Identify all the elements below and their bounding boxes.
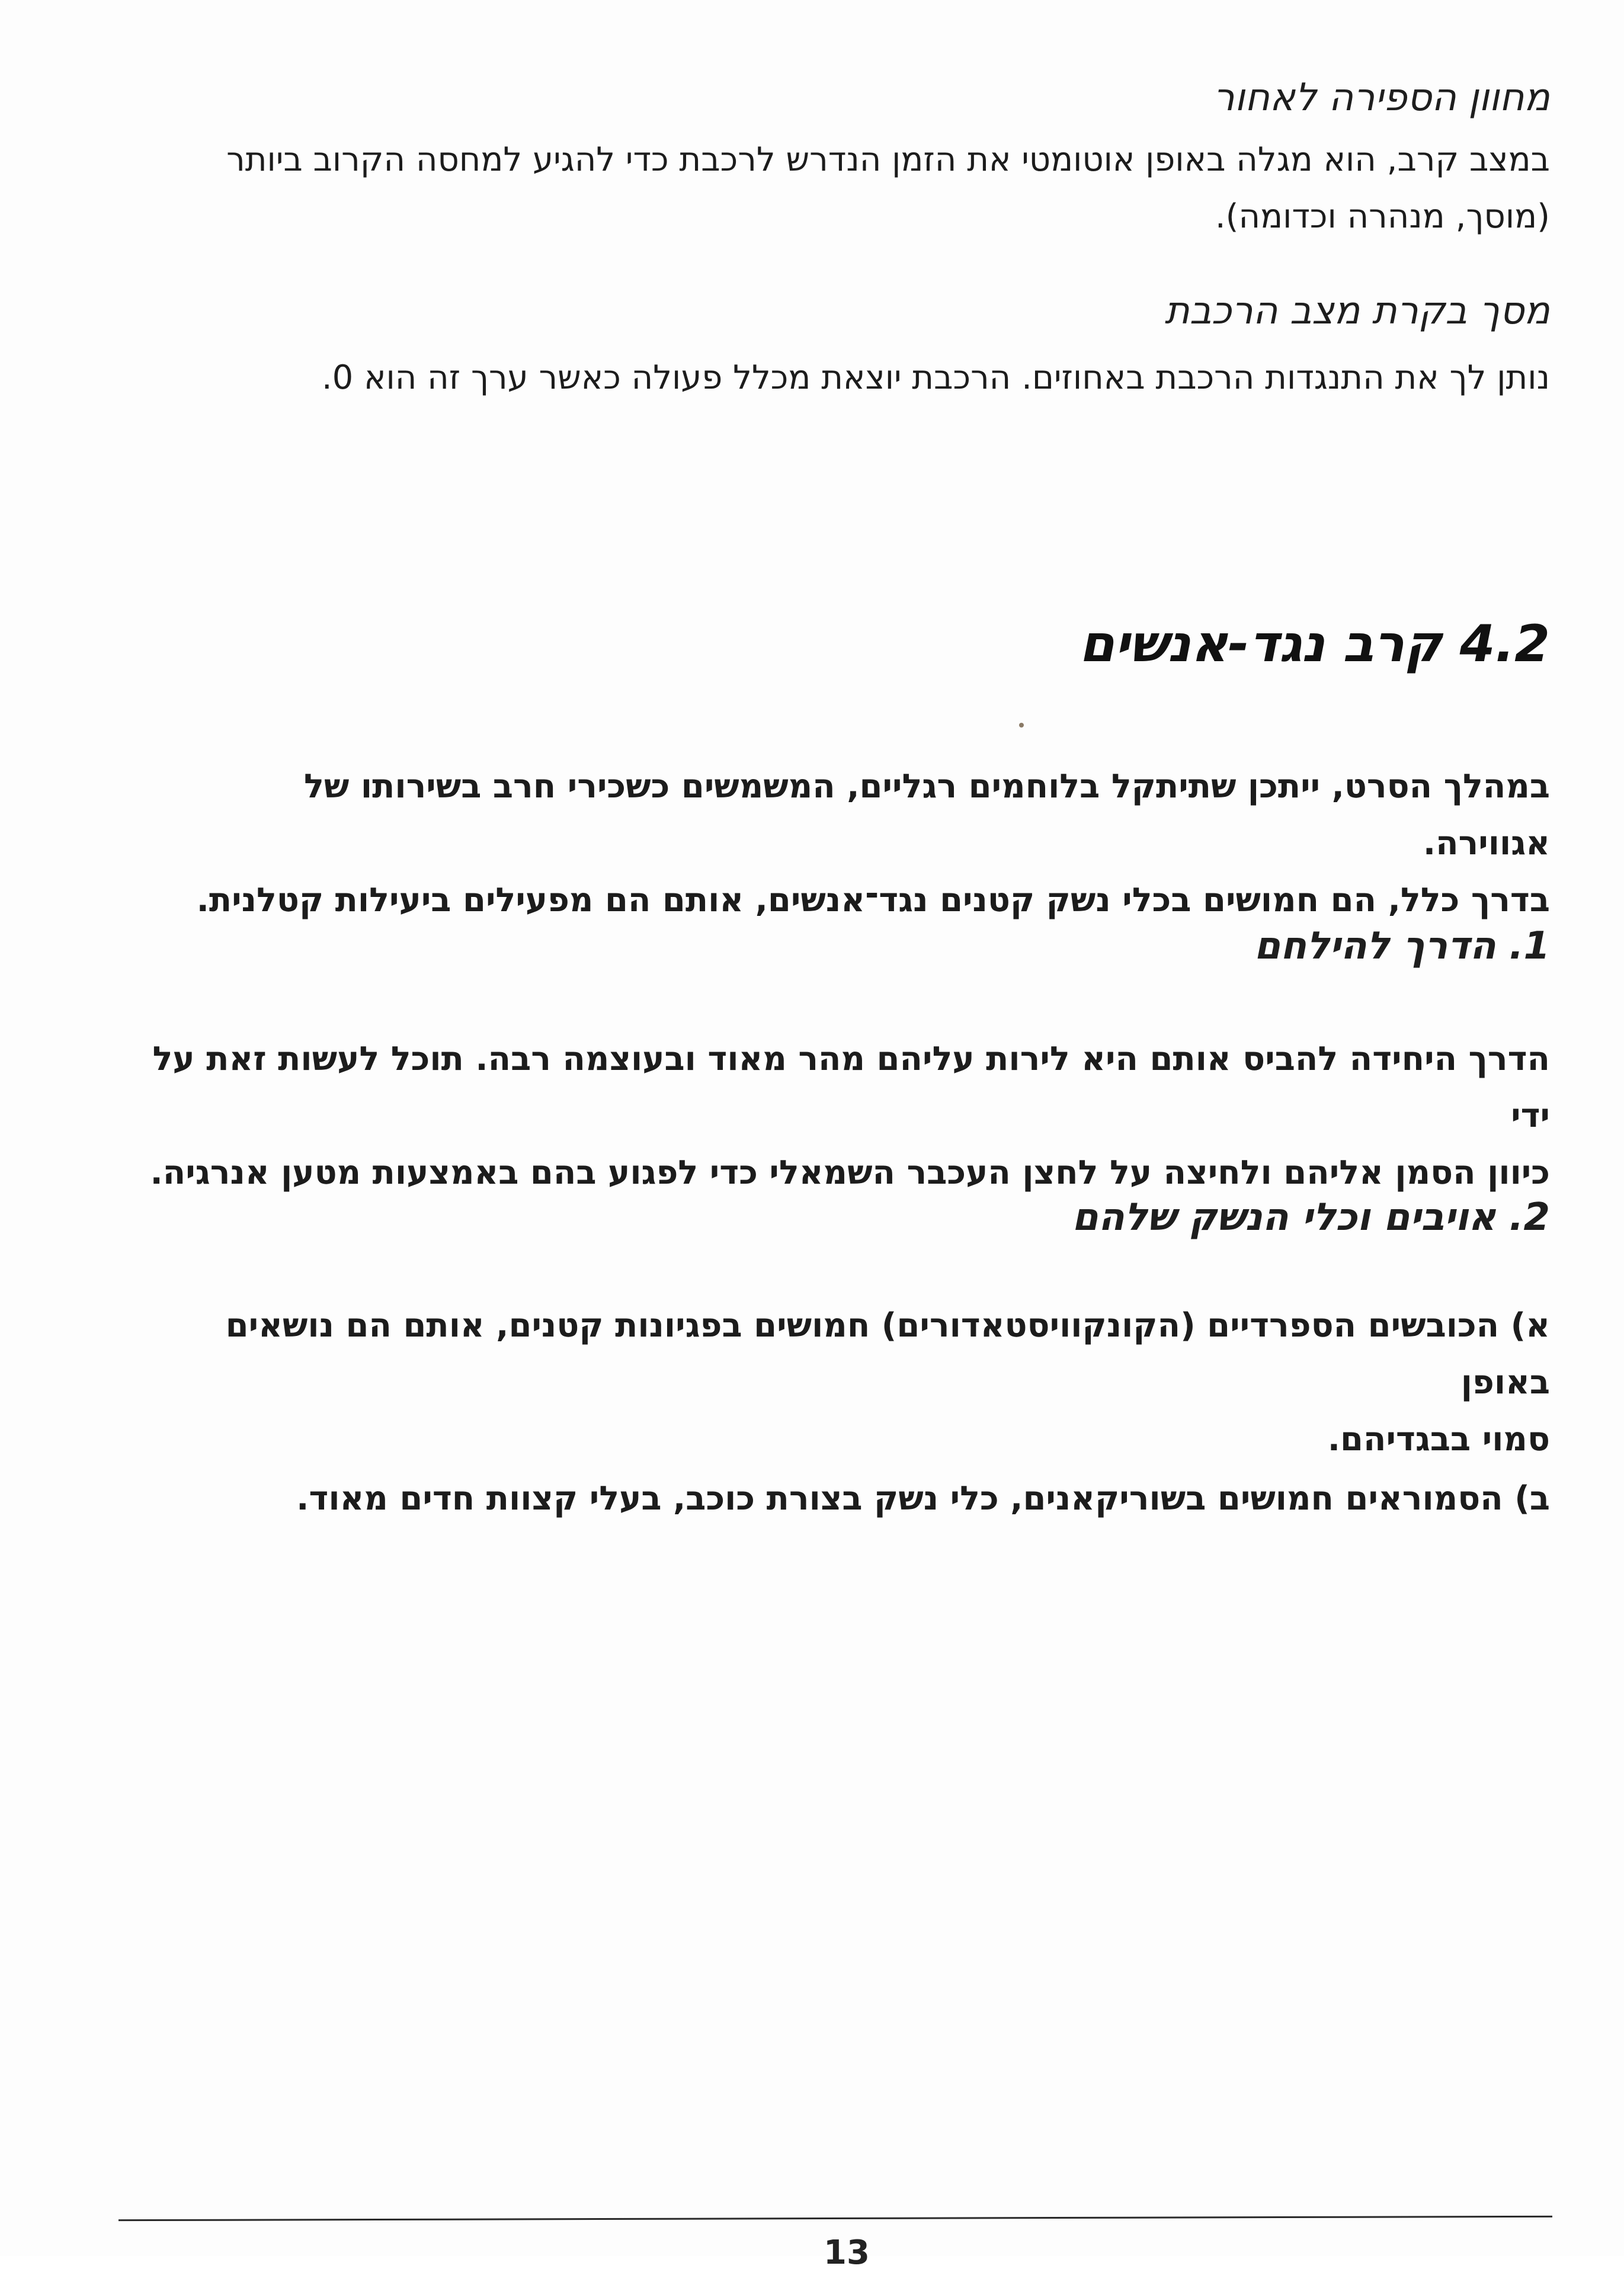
status-screen-section	[160, 290, 1550, 332]
sub1-header	[160, 925, 1550, 967]
counter-heading: מחוון הספירה לאחור	[1213, 76, 1550, 120]
status-screen-heading: מסך בקרת מצב הרכבת	[1164, 289, 1550, 333]
sub1-body	[142, 1031, 1550, 1201]
intro-line-1: במהלך הסרט, ייתכן שתיתקל בלוחמים רגליים, המשמשים כשכירי חרב בשירותו של אגווירה.	[304, 767, 1550, 863]
item-b-line: ב) הסמוראים חמושים בשוריקאנים, כלי נשק בצורת כוכב, בעלי קצוות חדים מאוד.	[296, 1479, 1550, 1518]
item-a-line-1: א) הכובשים הספרדיים (הקונקוויסטאדורים) חמושים בפגיונות קטנים, אותם הם נושאים באופן	[225, 1306, 1550, 1402]
sub1-title: 1. הדרך להילחם	[1254, 924, 1550, 968]
chapter-header	[160, 616, 1550, 672]
chapter-intro	[178, 758, 1550, 929]
page-number: 13	[824, 2233, 870, 2272]
sub2-item-a	[142, 1297, 1550, 1468]
item-a-line-2: סמוי בבגדיהם.	[1327, 1420, 1550, 1459]
chapter-title: 4.2 קרב נגד-אנשים	[1079, 614, 1550, 674]
paper-speck	[1019, 723, 1024, 728]
counter-line-1: במצב קרב, הוא מגלה באופן אוטומטי את הזמן הנדרש לרכבת כדי להגיע למחסה הקרוב ביותר	[226, 140, 1550, 179]
sub1-line-2: כיוון הסמן אליהם ולחיצה על לחצן העכבר השמאלי כדי לפגוע בהם באמצעות מטען אנרגיה.	[150, 1153, 1550, 1192]
sub2-item-b	[142, 1470, 1550, 1527]
counter-body	[160, 132, 1550, 245]
sub2-title: 2. אויבים וכלי הנשק שלהם	[1072, 1196, 1550, 1239]
counter-section	[160, 77, 1550, 118]
status-screen-line-1: נותן לך את התנגדות הרכבת באחוזים. הרכבת יוצאת מכלל פעולה כאשר ערך זה הוא 0.	[321, 358, 1550, 397]
footer-rule	[118, 2216, 1552, 2221]
sub2-header	[160, 1197, 1550, 1238]
intro-line-2: בדרך כלל, הם חמושים בכלי נשק קטנים נגד־אנשים, אותם הם מפעילים ביעילות קטלנית.	[196, 881, 1550, 919]
sub1-line-1: הדרך היחידה להביס אותם היא לירות עליהם מהר מאוד ובעוצמה רבה. תוכל לעשות זאת על ידי	[152, 1040, 1550, 1135]
counter-line-2: (מוסך, מנהרה וכדומה).	[1215, 197, 1550, 236]
status-screen-body	[160, 350, 1550, 406]
